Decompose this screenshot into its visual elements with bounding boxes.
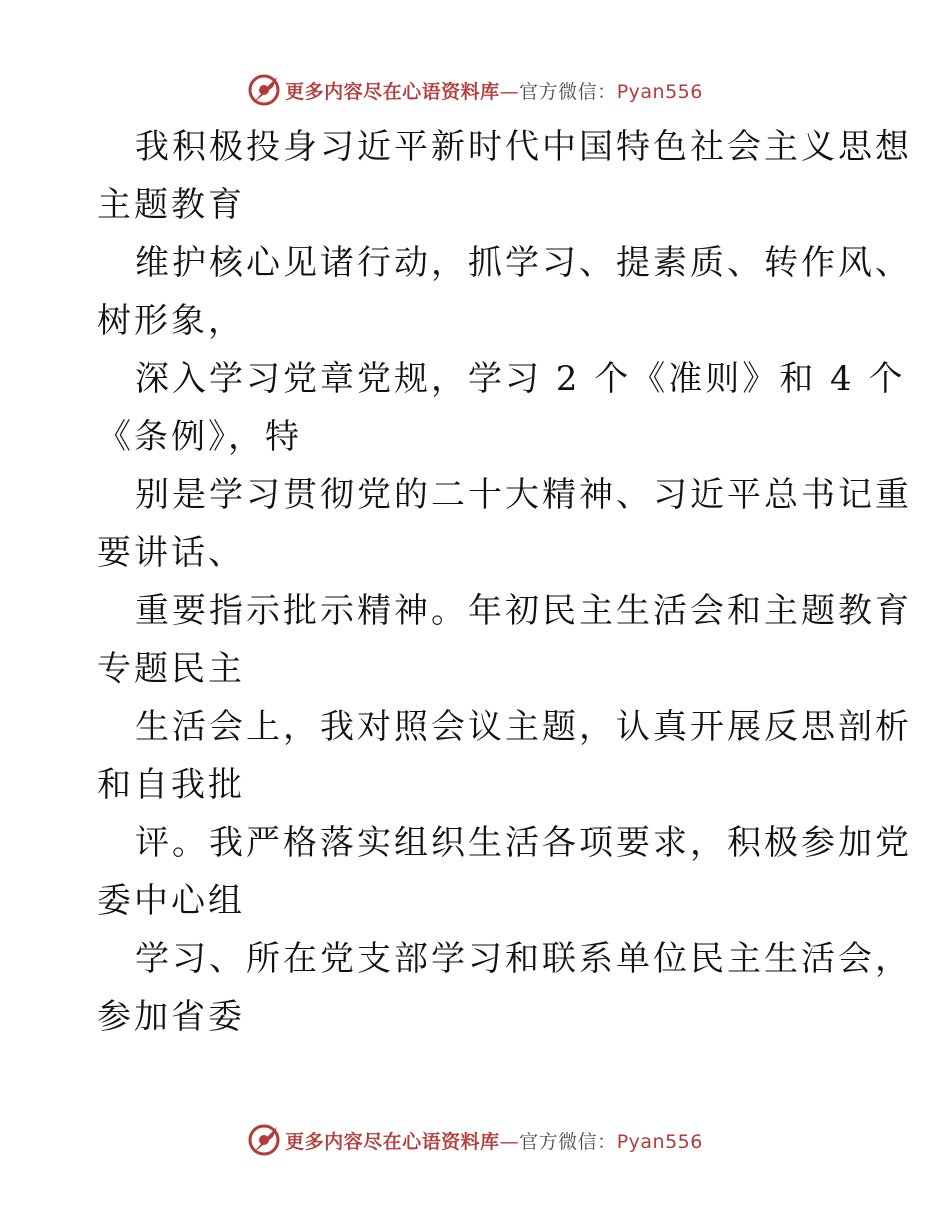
header-site-name: 更多内容尽在心语资料库 bbox=[285, 80, 500, 103]
paragraph bbox=[97, 234, 912, 350]
paragraph bbox=[97, 466, 912, 582]
paragraph-line: 和自我批 bbox=[97, 765, 245, 805]
paragraph-line: 《条例》，特 bbox=[97, 417, 302, 457]
paragraph bbox=[97, 582, 912, 698]
footer-dash: — bbox=[499, 1130, 520, 1153]
paragraph-line: 主题教育 bbox=[97, 185, 245, 225]
paragraph-line: 评。我严格落实组织生活各项要求，积极参加党 bbox=[135, 823, 912, 863]
header-wechat-id: Pyan556 bbox=[616, 80, 703, 103]
document-body bbox=[97, 118, 912, 1046]
footer-watermark-banner bbox=[0, 1120, 950, 1160]
paragraph-line: 维护核心见诸行动，抓学习、提素质、转作风、 bbox=[135, 243, 912, 283]
paragraph bbox=[97, 930, 912, 1046]
paragraph bbox=[97, 698, 912, 814]
footer-site-name: 更多内容尽在心语资料库 bbox=[285, 1130, 500, 1153]
paragraph-line: 要讲话、 bbox=[97, 533, 245, 573]
header-dash: — bbox=[499, 80, 520, 103]
footer-wechat-id: Pyan556 bbox=[616, 1130, 703, 1153]
paragraph bbox=[97, 814, 912, 930]
paragraph-line: 委中心组 bbox=[97, 881, 245, 921]
quill-logo-icon bbox=[247, 1123, 281, 1157]
paragraph-line: 深入学习党章党规，学习 2 个《准则》和 4 个 bbox=[135, 359, 906, 399]
paragraph-line: 重要指示批示精神。年初民主生活会和主题教育 bbox=[135, 591, 912, 631]
paragraph-line: 学习、所在党支部学习和联系单位民主生活会， bbox=[135, 939, 912, 979]
header-wechat-label: 官方微信： bbox=[519, 80, 617, 103]
paragraph bbox=[97, 118, 912, 234]
footer-wechat-label: 官方微信： bbox=[519, 1130, 617, 1153]
header-watermark-banner bbox=[0, 70, 950, 110]
paragraph bbox=[97, 350, 906, 466]
quill-logo-icon bbox=[247, 73, 281, 107]
paragraph-line: 我积极投身习近平新时代中国特色社会主义思想 bbox=[135, 127, 912, 167]
paragraph-line: 生活会上，我对照会议主题，认真开展反思剖析 bbox=[135, 707, 912, 747]
paragraph-line: 别是学习贯彻党的二十大精神、习近平总书记重 bbox=[135, 475, 912, 515]
paragraph-line: 专题民主 bbox=[97, 649, 245, 689]
paragraph-line: 参加省委 bbox=[97, 997, 245, 1037]
paragraph-line: 树形象， bbox=[97, 301, 245, 341]
